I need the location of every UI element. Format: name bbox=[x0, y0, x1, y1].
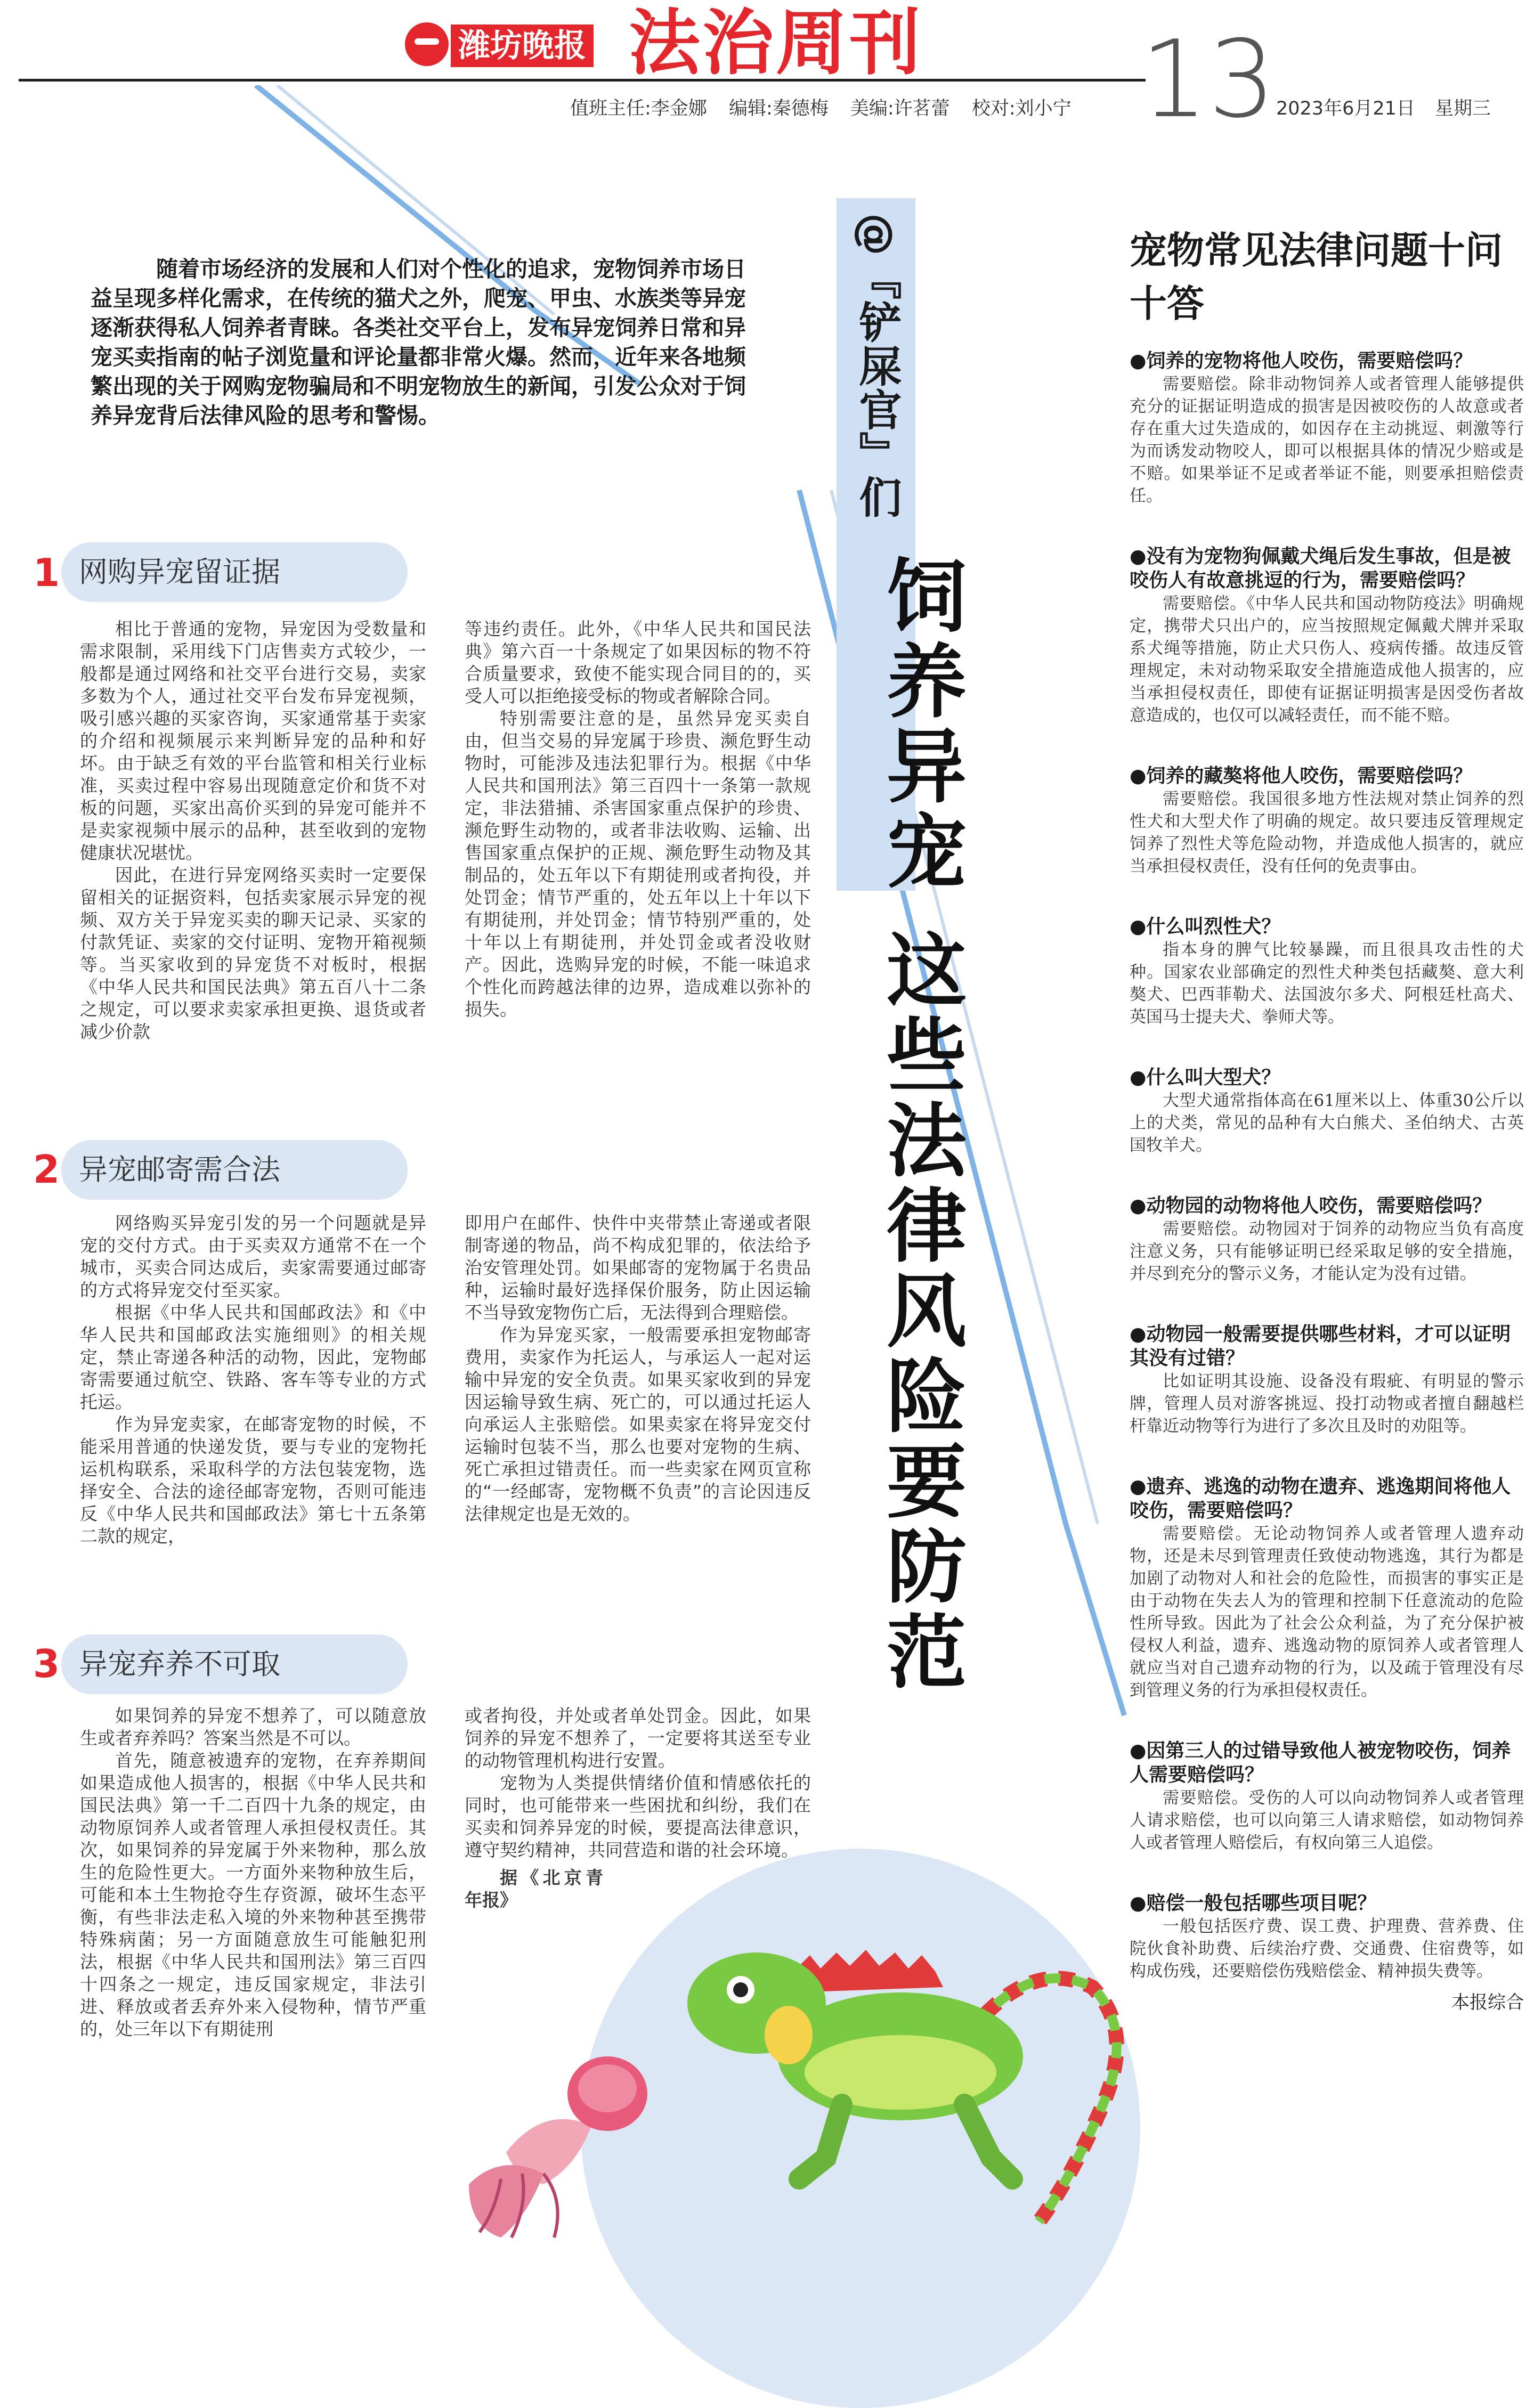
qa-item bbox=[1130, 915, 1524, 1028]
section-3-number: 3 bbox=[33, 1641, 60, 1686]
section-2-col-right bbox=[465, 1212, 811, 1525]
qa-item bbox=[1130, 1475, 1524, 1702]
intro-paragraph bbox=[91, 255, 749, 430]
issue-date bbox=[1276, 94, 1505, 120]
qa-question bbox=[1130, 1322, 1524, 1370]
qa-answer: 需要赔偿。受伤的人可以向动物饲养人或者管理人请求赔偿，也可以向第三人请求赔偿，如动物饲养人或者管理人赔偿后，有权向第三人追偿。 bbox=[1130, 1788, 1524, 1852]
editor-art: 美编:许茗蕾 bbox=[850, 98, 950, 119]
qa-answer: 比如证明其设施、设备没有瑕疵、有明显的警示牌，管理人员对游客挑逗、投打动物或者擅自翻越栏杆靠近动物等行为进行了多次且及时的劝阻等。 bbox=[1130, 1372, 1524, 1436]
iguana-illustration bbox=[666, 1881, 1146, 2243]
section-1-heading: 网购异宠留证据 bbox=[79, 555, 280, 589]
bullet-icon: ● bbox=[1130, 765, 1147, 787]
logo-mark-icon bbox=[405, 22, 449, 66]
paragraph: 作为异宠买家，一般需要承担宠物邮寄费用，卖家作为托运人，与承运人一起对运输中异宠的安全负责。如果买家收到的异宠因运输导致生病、死亡的，可以通过托运人向承运人主张赔偿。如果卖家在将异宠交付运输时包装不当，那么也要对宠物的生病、死亡承担过错责任。而一些卖家在网页宣称的“一经邮寄，宠物概不负责”的言论因违反法律规定也是无效的。 bbox=[465, 1324, 811, 1524]
qa-answer: 需要赔偿。动物园对于饲养的动物应当负有高度注意义务，只有能够证明已经采取足够的安全措施，并尽到充分的警示义务，才能认定为没有过错。 bbox=[1130, 1219, 1524, 1283]
qa-question-text: 动物园的动物将他人咬伤，需要赔偿吗？ bbox=[1146, 1195, 1492, 1217]
qa-question-text: 饲养的藏獒将他人咬伤，需要赔偿吗？ bbox=[1146, 765, 1473, 787]
paragraph: 等违约责任。此外，《中华人民共和国民法典》第六百一十条规定了如果因标的物不符合质量要求，致使不能实现合同目的的，买受人可以拒绝接受标的物或者解除合同。 bbox=[465, 619, 811, 706]
bullet-icon: ● bbox=[1130, 1892, 1147, 1914]
paragraph: 根据《中华人民共和国邮政法》和《中华人民共和国邮政法实施细则》的相关规定，禁止寄递各种活的动物，因此，宠物邮寄需要通过航空、铁路、客车等专业的方式托运。 bbox=[80, 1302, 426, 1412]
section-1-col-right bbox=[465, 618, 811, 1021]
qa-item bbox=[1130, 1194, 1524, 1285]
qa-question-text: 遗弃、逃逸的动物在遗弃、逃逸期间将他人咬伤，需要赔偿吗？ bbox=[1130, 1476, 1511, 1522]
qa-item bbox=[1130, 1065, 1524, 1157]
section-1-col-left bbox=[80, 618, 426, 1043]
bullet-icon: ● bbox=[1130, 546, 1147, 567]
paragraph: 首先，随意被遗弃的宠物，在弃养期间如果造成他人损害的，根据《中华人民共和国民法典》第一千二百四十九条的规定，由动物原饲养人或者管理人承担侵权责任。其次，如果饲养的异宠属于外来物种，那么放生的危险性更大。一方面外来物种放生后，可能和本土生物抢夺生存资源，破坏生态平衡，有些非法走私入境的外来物种甚至携带特殊病菌；另一方面随意放生可能触犯刑法，根据《中华人民共和国刑法》第三百四十四条之一规定，违反国家规定，非法引进、释放或者丢弃外来入侵物种，情节严重的，处三年以下有期徒刑 bbox=[80, 1750, 426, 2039]
qa-item bbox=[1130, 1322, 1524, 1437]
qa-question-text: 饲养的宠物将他人咬伤，需要赔偿吗？ bbox=[1146, 350, 1473, 372]
qa-question bbox=[1130, 1739, 1524, 1787]
qa-question-text: 什么叫大型犬？ bbox=[1146, 1067, 1281, 1088]
newspaper-logo bbox=[405, 12, 597, 75]
bullet-icon: ● bbox=[1130, 1476, 1147, 1498]
qa-item bbox=[1130, 544, 1524, 727]
headline-subtitle: @『铲屎官』们 bbox=[852, 213, 902, 519]
brand-name: 潍坊晚报 bbox=[451, 25, 594, 67]
qa-question-text: 动物园一般需要提供哪些材料，才可以证明其没有过错？ bbox=[1130, 1323, 1511, 1369]
qa-source: 本报综合 bbox=[1451, 1992, 1524, 2013]
section-2-number: 2 bbox=[33, 1147, 60, 1192]
qa-answer: 指本身的脾气比较暴躁，而且很具攻击性的犬种。国家农业部确定的烈性犬种类包括藏獒、意大利獒犬、巴西菲勒犬、法国波尔多犬、阿根廷杜高犬、英国马士提夫犬、拳师犬等。 bbox=[1130, 940, 1524, 1027]
qa-item bbox=[1130, 1739, 1524, 1854]
paragraph: 特别需要注意的是，虽然异宠买卖自由，但当交易的异宠属于珍贵、濒危野生动物时，可能涉及违法犯罪行为。根据《中华人民共和国刑法》第三百四十一条第一款规定，非法猎捕、杀害国家重点保护的珍贵、濒危野生动物的，或者非法收购、运输、出售国家重点保护的正规、濒危野生动物及其制品的，处五年以下有期徒刑或者拘役，并处罚金；情节严重的，处五年以上十年以下有期徒刑，并处罚金；情节特别严重的，处十年以上有期徒刑，并处罚金或者没收财产。因此，选购异宠的时候，不能一味追求个性化而跨越法律的边界，造成难以弥补的损失。 bbox=[465, 708, 811, 1020]
jellyfish-illustration bbox=[437, 2046, 661, 2243]
page-number: 13 bbox=[1140, 18, 1276, 142]
qa-item bbox=[1130, 764, 1524, 877]
qa-question-text: 赔偿一般包括哪些项目呢？ bbox=[1146, 1892, 1377, 1914]
qa-question bbox=[1130, 764, 1524, 788]
bullet-icon: ● bbox=[1130, 1195, 1147, 1217]
qa-answer: 需要赔偿。除非动物饲养人或者管理人能够提供充分的证据证明造成的损害是因被咬伤的人故意或者存在重大过失造成的，如因存在主动挑逗、刺激等行为而诱发动物咬人，即可以根据具体的情况少赔或是不赔。如果举证不足或者举证不能，则要承担赔偿责任。 bbox=[1130, 375, 1524, 506]
bullet-icon: ● bbox=[1130, 1067, 1147, 1088]
article-source: 据《北京青年报》 bbox=[465, 1867, 603, 1910]
section-3-heading: 异宠弃养不可取 bbox=[79, 1647, 280, 1681]
paragraph: 网络购买异宠引发的另一个问题就是异宠的交付方式。由于买卖双方通常不在一个城市，买卖合同达成后，卖家需要通过邮寄的方式将异宠交付至买家。 bbox=[80, 1213, 426, 1300]
qa-answer: 需要赔偿。《中华人民共和国动物防疫法》明确规定，携带犬只出户的，应当按照规定佩戴犬牌并采取系犬绳等措施，防止犬只伤人、疫病传播。故违反管理规定，未对动物采取安全措施造成他人损害的，应当承担侵权责任，即使有证据证明损害是因受伤者故意造成的，也仅可以减轻责任，而不能不赔。 bbox=[1130, 594, 1524, 725]
qa-answer: 一般包括医疗费、误工费、护理费、营养费、住院伙食补助费、后续治疗费、交通费、住宿费等，如构成伤残，还要赔偿伤残赔偿金、精神损失费等。 bbox=[1130, 1917, 1524, 1981]
bullet-icon: ● bbox=[1130, 1740, 1147, 1762]
qa-answer: 需要赔偿。我国很多地方性法规对禁止饲养的烈性犬和大型犬作了明确的规定。故只要违反管理规定饲养了烈性犬等危险动物，并造成他人损害的，就应当承担侵权责任，没有任何的免责事由。 bbox=[1130, 790, 1524, 876]
qa-question bbox=[1130, 544, 1524, 592]
section-1-number: 1 bbox=[33, 550, 60, 595]
weekday-text: 星期三 bbox=[1435, 98, 1491, 119]
editor-duty: 值班主任:李金娜 bbox=[570, 98, 707, 119]
qa-question bbox=[1130, 349, 1524, 373]
headline-title: 饲养异宠 这些法律风险要防范 bbox=[873, 554, 965, 1696]
paragraph: 即用户在邮件、快件中夹带禁止寄递或者限制寄递的物品，尚不构成犯罪的，依法给予治安管理处罚。如果邮寄的宠物属于名贵品种，运输时最好选择保价服务，防止因运输不当导致宠物伤亡后，无法得到合理赔偿。 bbox=[465, 1213, 811, 1323]
section-2-col-left bbox=[80, 1212, 426, 1548]
intro-text: 随着市场经济的发展和人们对个性化的追求，宠物饲养市场日益呈现多样化需求，在传统的猫犬之外，爬宠、甲虫、水族类等异宠逐渐获得私人饲养者青睐。各类社交平台上，发布异宠饲养日常和异宠买卖指南的帖子浏览量和评论量都非常火爆。然而，近年来各地频繁出现的关于网购宠物骗局和不明宠物放生的新闻，引发公众对于饲养异宠背后法律风险的思考和警惕。 bbox=[91, 256, 746, 428]
qa-question-text: 因第三人的过错导致他人被宠物咬伤，饲养人需要赔偿吗？ bbox=[1130, 1740, 1511, 1786]
editor-credits bbox=[570, 94, 1087, 120]
bullet-icon: ● bbox=[1130, 916, 1147, 938]
paragraph: 因此，在进行异宠网络买卖时一定要保留相关的证据资料，包括卖家展示异宠的视频、双方关于异宠买卖的聊天记录、买家的付款凭证、卖家的交付证明、宠物开箱视频等。当买家收到的异宠货不对板时，根据《中华人民共和国民法典》第五百八十二条之规定，可以要求卖家承担更换、退货或者减少价款 bbox=[80, 865, 426, 1042]
qa-question bbox=[1130, 915, 1524, 939]
bullet-icon: ● bbox=[1130, 1323, 1147, 1345]
paragraph: 相比于普通的宠物，异宠因为受数量和需求限制，采用线下门店售卖方式较少，一般都是通过网络和社交平台进行交易，卖家多数为个人，通过社交平台发布异宠视频，吸引感兴趣的买家咨询，买家通常基于卖家的介绍和视频展示来判断异宠的品种和好坏。由于缺乏有效的平台监管和相关行业标准，买卖过程中容易出现随意定价和货不对板的问题，买家出高价买到的异宠可能并不是卖家视频中展示的品种，甚至收到的宠物健康状况堪忧。 bbox=[80, 619, 426, 863]
bullet-icon: ● bbox=[1130, 350, 1147, 372]
qa-question bbox=[1130, 1194, 1524, 1218]
qa-question bbox=[1130, 1475, 1524, 1523]
paragraph: 宠物为人类提供情绪价值和情感依托的同时，也可能带来一些困扰和纠纷，我们在买卖和饲养异宠的时候，要提高法律意识，遵守契约精神，共同营造和谐的社会环境。 bbox=[465, 1772, 811, 1860]
section-2-heading: 异宠邮寄需合法 bbox=[79, 1153, 280, 1186]
editor-proof: 校对:刘小宁 bbox=[971, 98, 1072, 119]
header-rule bbox=[19, 79, 1146, 82]
qa-question-text: 没有为宠物狗佩戴犬绳后发生事故，但是被咬伤人有故意挑逗的行为，需要赔偿吗？ bbox=[1130, 546, 1511, 591]
date-text: 2023年6月21日 bbox=[1276, 98, 1415, 119]
qa-question-text: 什么叫烈性犬？ bbox=[1146, 916, 1281, 938]
qa-item bbox=[1130, 1891, 1524, 1982]
paragraph: 作为异宠卖家，在邮寄宠物的时候，不能采用普通的快递发货，要与专业的宠物托运机构联系，采取科学的方法包装宠物，选择安全、合法的途径邮寄宠物，否则可能违反《中华人民共和国邮政法》第七十五条第二款的规定， bbox=[80, 1414, 426, 1547]
qa-item bbox=[1130, 349, 1524, 507]
paragraph: 或者拘役，并处或者单处罚金。因此，如果饲养的异宠不想养了，一定要将其送至专业的动物管理机构进行安置。 bbox=[465, 1705, 811, 1771]
paragraph: 如果饲养的异宠不想养了，可以随意放生或者弃养吗？答案当然是不可以。 bbox=[80, 1705, 426, 1748]
section-title: 法治周刊 bbox=[629, 2, 923, 85]
section-3-col-left bbox=[80, 1705, 426, 2040]
qa-question bbox=[1130, 1065, 1524, 1089]
qa-title: 宠物常见法律问题十问十答 bbox=[1130, 228, 1503, 326]
qa-answer: 大型犬通常指体高在61厘米以上、体重30公斤以上的犬类，常见的品种有大白熊犬、圣伯纳犬、古英国牧羊犬。 bbox=[1130, 1091, 1524, 1155]
qa-question bbox=[1130, 1891, 1524, 1915]
qa-answer: 需要赔偿。无论动物饲养人或者管理人遗弃动物，还是未尽到管理责任致使动物逃逸，其行为都是加剧了动物对人和社会的危险性，而损害的事实正是由于动物在失去人为的管理和控制下任意流动的危险性所导致。因此为了社会公众利益，为了充分保护被侵权人利益，遗弃、逃逸动物的原饲养人或者管理人就应当对自己遗弃动物的行为，以及疏于管理没有尽到管理义务的行为承担侵权责任。 bbox=[1130, 1524, 1524, 1700]
qa-list bbox=[1130, 349, 1524, 2014]
editor-main: 编辑:秦德梅 bbox=[728, 98, 829, 119]
